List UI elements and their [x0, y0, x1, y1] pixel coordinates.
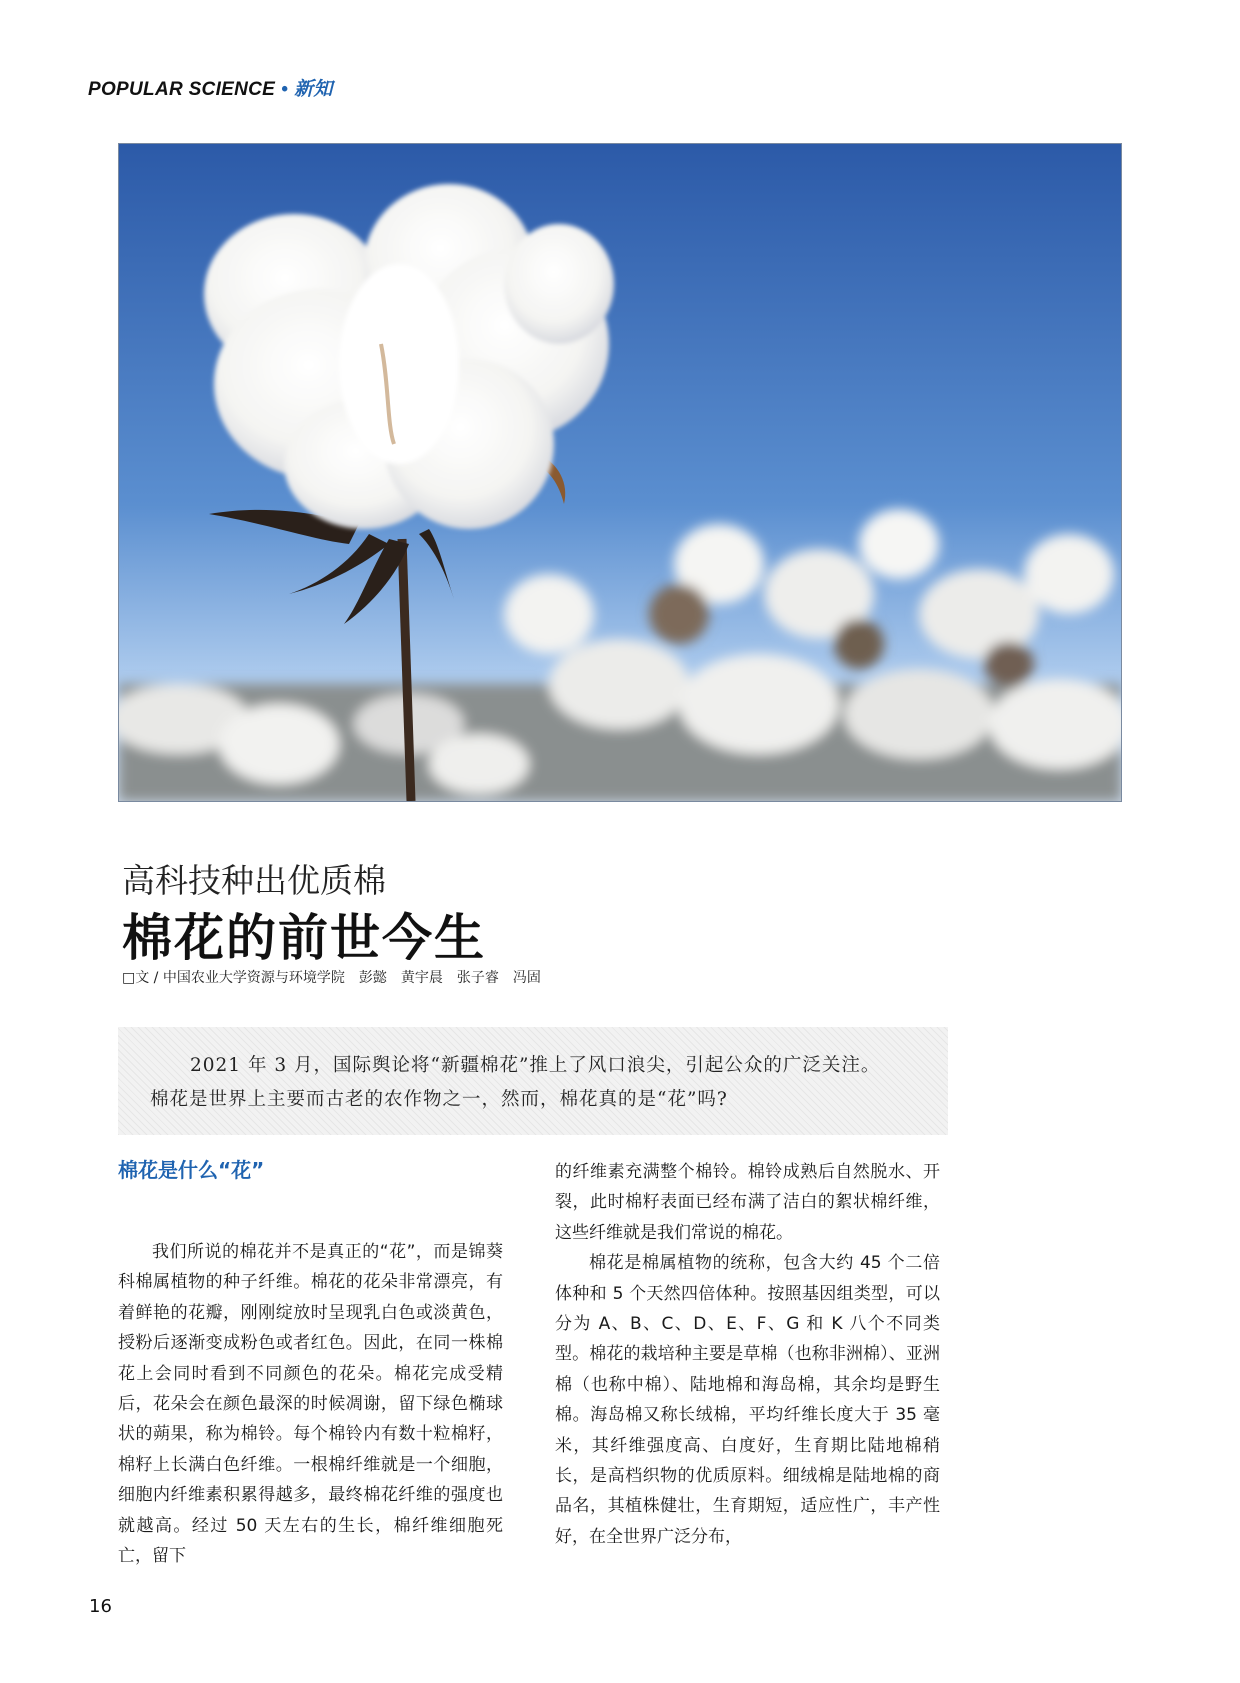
header-separator: •	[281, 79, 289, 100]
article-title: 棉花的前世今生	[122, 909, 486, 967]
hero-photo	[118, 143, 1122, 802]
article-subtitle: 高科技种出优质棉	[122, 861, 386, 900]
page-number: 16	[89, 1596, 112, 1617]
abstract-line-2: 棉花是世界上主要而古老的农作物之一，然而，棉花真的是“花”吗?	[150, 1089, 728, 1110]
body-paragraph: 我们所说的棉花并不是真正的“花”，而是锦葵科棉属植物的种子纤维。棉花的花朵非常漂亮，有着鲜艳的花瓣，刚刚绽放时呈现乳白色或淡黄色，授粉后逐渐变成粉色或者红色。因此，在同一株棉花上会同时看到不同颜色的花朵。棉花完成受精后，花朵会在颜色最深的时候凋谢，留下绿色椭球状的蒴果，称为棉铃。每个棉铃内有数十粒棉籽，棉籽上长满白色纤维。一根棉纤维就是一个细胞，细胞内纤维素积累得越多，最终棉花纤维的强度也就越高。经过 50 天左右的生长，棉纤维细胞死亡，留下	[118, 1242, 503, 1567]
cotton-boll-photo-icon	[119, 144, 1121, 801]
magazine-header	[88, 74, 333, 101]
right-column	[555, 1157, 940, 1552]
abstract-line-1: 2021 年 3 月，国际舆论将“新疆棉花”推上了风口浪尖，引起公众的广泛关注。	[190, 1055, 881, 1076]
article-byline: □文 / 中国农业大学资源与环境学院 彭懿 黄宇晨 张子睿 冯固	[122, 970, 541, 986]
section-heading: 棉花是什么“花”	[118, 1158, 265, 1182]
section-label: 新知	[294, 78, 333, 100]
brand-label: POPULAR SCIENCE	[88, 79, 276, 100]
left-column	[118, 1155, 503, 1571]
body-paragraph: 的纤维素充满整个棉铃。棉铃成熟后自然脱水、开裂，此时棉籽表面已经布满了洁白的絮状棉纤维，这些纤维就是我们常说的棉花。	[555, 1162, 940, 1243]
body-paragraph: 棉花是棉属植物的统称，包含大约 45 个二倍体种和 5 个天然四倍体种。按照基因组类型，可以分为 A、B、C、D、E、F、G 和 K 八个不同类型。棉花的栽培种主要是草棉（也称非洲棉）、亚洲棉（也称中棉）、陆地棉和海岛棉，其余均是野生棉。海岛棉又称长绒棉，平均纤维长度大于 35 毫米，其纤维强度高、白度好，生育期比陆地棉稍长，是高档织物的优质原料。细绒棉是陆地棉的商品名，其植株健壮，生育期短，适应性广，丰产性好，在全世界广泛分布，	[555, 1253, 940, 1547]
abstract-box	[118, 1027, 948, 1135]
